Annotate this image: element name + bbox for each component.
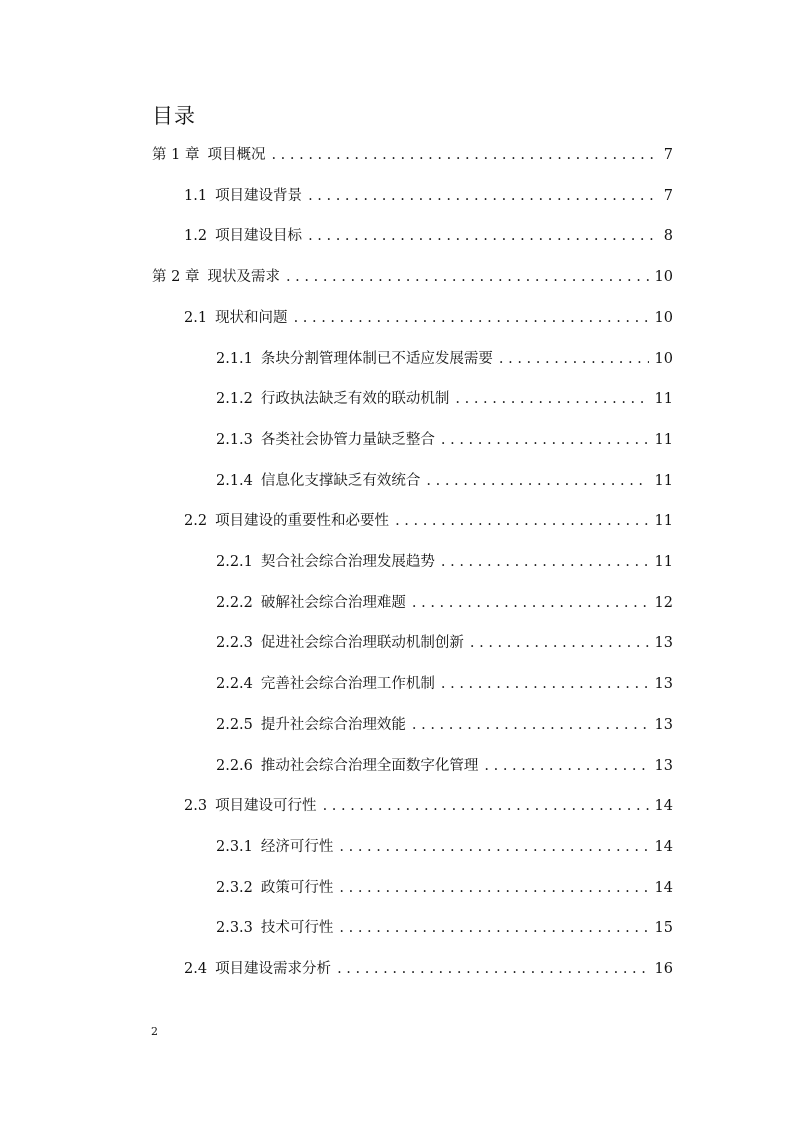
- toc-entry[interactable]: [216, 835, 673, 859]
- toc-entry[interactable]: [216, 754, 673, 778]
- toc-entry-page: 16: [654, 961, 673, 977]
- toc-dot-leader: [484, 754, 648, 778]
- toc-entry-number: 1.2: [184, 228, 208, 244]
- toc-entry[interactable]: [216, 916, 673, 940]
- toc-entry-number: 2.1.1: [216, 351, 253, 367]
- toc-entry-title: 推动社会综合治理全面数字化管理: [260, 758, 479, 774]
- toc-entry-page: 15: [654, 920, 673, 936]
- toc-entry-number: 2.1: [184, 310, 208, 326]
- toc-entry[interactable]: [184, 184, 673, 208]
- toc-entry-title: 现状及需求: [207, 269, 280, 285]
- toc-entry-title: 技术可行性: [260, 920, 334, 936]
- toc-entry-title: 现状和问题: [215, 310, 288, 326]
- toc-entry[interactable]: [216, 672, 673, 696]
- toc-entry-number: 第 1 章: [152, 147, 200, 163]
- toc-entry-page: 13: [654, 635, 673, 651]
- toc-entry-page: 7: [663, 147, 673, 163]
- toc-dot-leader: [470, 631, 649, 655]
- toc-entry-page: 14: [654, 798, 673, 814]
- toc-dot-leader: [441, 672, 649, 696]
- toc-dot-leader: [441, 550, 649, 574]
- toc-dot-leader: [395, 509, 648, 533]
- toc-dot-leader: [499, 347, 649, 371]
- toc-entry-number: 第 2 章: [152, 269, 200, 285]
- toc-entry-title: 项目概况: [207, 147, 266, 163]
- toc-entry[interactable]: [184, 794, 673, 818]
- toc-entry[interactable]: [184, 224, 673, 248]
- toc-dot-leader: [337, 957, 648, 981]
- toc-entry[interactable]: [216, 631, 673, 655]
- toc-entry-page: 11: [654, 432, 673, 448]
- toc-entry-page: 13: [654, 676, 673, 692]
- toc-entry[interactable]: [152, 143, 673, 167]
- toc-entry-page: 10: [654, 269, 673, 285]
- toc-entry-number: 2.4: [184, 961, 208, 977]
- toc-entry-title: 提升社会综合治理效能: [260, 717, 406, 733]
- toc-entry-number: 2.2.6: [216, 758, 253, 774]
- toc-entry-title: 项目建设目标: [215, 228, 303, 244]
- toc-entry-number: 2.2.5: [216, 717, 253, 733]
- toc-entry-number: 2.3.2: [216, 880, 253, 896]
- toc-entry-title: 行政执法缺乏有效的联动机制: [260, 391, 450, 407]
- toc-entry-page: 11: [654, 513, 673, 529]
- toc-dot-leader: [339, 835, 648, 859]
- toc-entry-title: 促进社会综合治理联动机制创新: [260, 635, 464, 651]
- toc-entry-page: 7: [663, 188, 673, 204]
- toc-entry-title: 契合社会综合治理发展趋势: [260, 554, 435, 570]
- toc-entry[interactable]: [184, 957, 673, 981]
- toc-entry[interactable]: [216, 469, 673, 493]
- toc-entry-title: 政策可行性: [260, 880, 334, 896]
- toc-entry[interactable]: [216, 550, 673, 574]
- toc-entry-page: 14: [654, 880, 673, 896]
- toc-entry[interactable]: [216, 387, 673, 411]
- toc-entry-title: 项目建设可行性: [215, 798, 317, 814]
- toc-entry[interactable]: [216, 713, 673, 737]
- toc-dot-leader: [455, 387, 648, 411]
- toc-entry[interactable]: [184, 509, 673, 533]
- toc-dot-leader: [308, 224, 658, 248]
- toc-entry-page: 10: [654, 351, 673, 367]
- toc-entry-number: 2.2.3: [216, 635, 253, 651]
- toc-dot-leader: [323, 794, 649, 818]
- toc-entry-number: 2.1.3: [216, 432, 253, 448]
- toc-entry-number: 2.3.3: [216, 920, 253, 936]
- toc-entry-title: 破解社会综合治理难题: [260, 595, 406, 611]
- toc-dot-leader: [308, 184, 658, 208]
- toc-entry-number: 2.2.4: [216, 676, 253, 692]
- toc-entry-page: 14: [654, 839, 673, 855]
- toc-entry-page: 13: [654, 717, 673, 733]
- toc-entry-number: 2.3: [184, 798, 208, 814]
- toc-entry-title: 各类社会协管力量缺乏整合: [260, 432, 435, 448]
- toc-entry[interactable]: [216, 347, 673, 371]
- toc-dot-leader: [286, 265, 649, 289]
- toc-entry[interactable]: [152, 265, 673, 289]
- toc-dot-leader: [412, 713, 649, 737]
- toc-dot-leader: [294, 306, 649, 330]
- toc-title: 目录: [152, 104, 196, 128]
- toc-entry[interactable]: [184, 306, 673, 330]
- toc-entry-number: 2.2: [184, 513, 208, 529]
- toc-dot-leader: [339, 876, 648, 900]
- toc-entry-page: 11: [654, 391, 673, 407]
- toc-entry[interactable]: [216, 876, 673, 900]
- toc-entry[interactable]: [216, 428, 673, 452]
- toc-dot-leader: [271, 143, 657, 167]
- toc-entry-title: 项目建设的重要性和必要性: [215, 513, 390, 529]
- toc-entry-page: 11: [654, 554, 673, 570]
- toc-entry-number: 1.1: [184, 188, 208, 204]
- page-number: 2: [151, 1025, 158, 1038]
- toc-entry-page: 12: [654, 595, 673, 611]
- toc-entry-title: 项目建设背景: [215, 188, 303, 204]
- toc-dot-leader: [441, 428, 649, 452]
- toc-entry-number: 2.3.1: [216, 839, 253, 855]
- toc-dot-leader: [412, 591, 649, 615]
- toc-entry-title: 条块分割管理体制已不适应发展需要: [260, 351, 493, 367]
- toc-dot-leader: [426, 469, 648, 493]
- toc-entry-title: 项目建设需求分析: [215, 961, 332, 977]
- toc-entry-number: 2.1.4: [216, 473, 253, 489]
- toc-entry[interactable]: [216, 591, 673, 615]
- toc-entry-title: 经济可行性: [260, 839, 334, 855]
- toc-entry-page: 11: [654, 473, 673, 489]
- toc-entry-page: 10: [654, 310, 673, 326]
- toc-dot-leader: [339, 916, 648, 940]
- toc-entry-number: 2.2.2: [216, 595, 253, 611]
- toc-entry-page: 13: [654, 758, 673, 774]
- toc-entry-number: 2.1.2: [216, 391, 253, 407]
- toc-entry-title: 信息化支撑缺乏有效统合: [260, 473, 421, 489]
- toc-entry-number: 2.2.1: [216, 554, 253, 570]
- toc-entry-title: 完善社会综合治理工作机制: [260, 676, 435, 692]
- toc-entry-page: 8: [663, 228, 673, 244]
